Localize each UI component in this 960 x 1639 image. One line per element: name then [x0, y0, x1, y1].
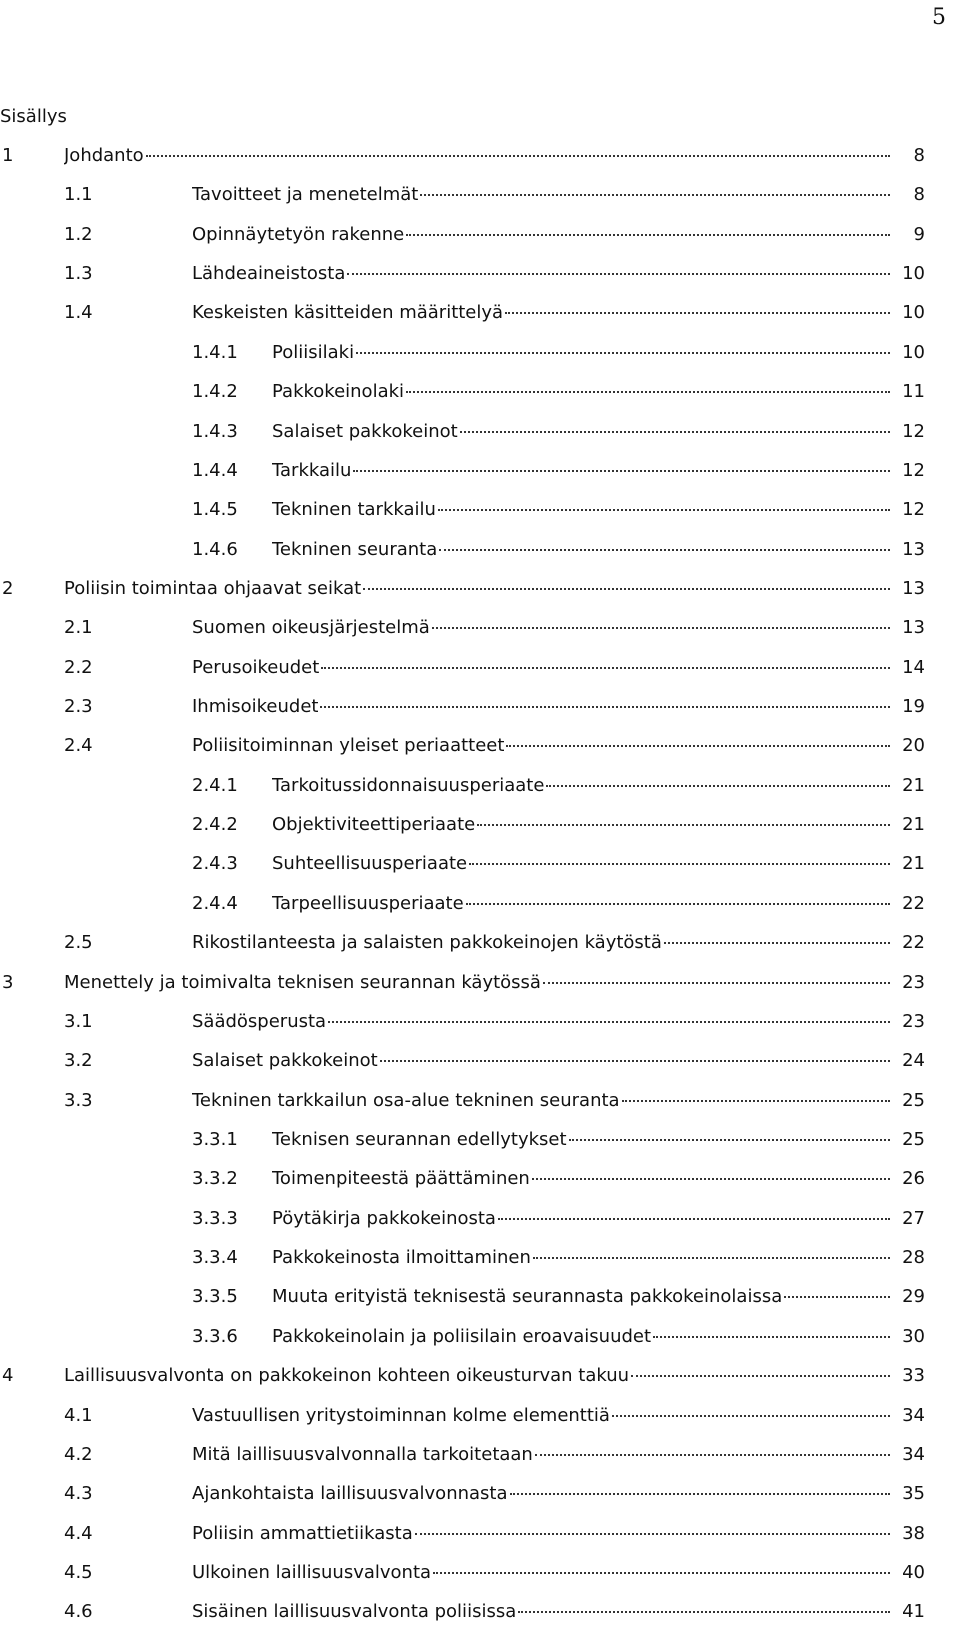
toc-entry-title: Pöytäkirja pakkokeinosta [272, 1207, 496, 1229]
toc-entry-title-wrap [192, 1009, 894, 1035]
toc-entry-title: Poliisitoiminnan yleiset periaatteet [192, 735, 505, 757]
toc-entry [0, 340, 960, 379]
toc-entry [0, 261, 960, 300]
toc-entry-number: 1 [2, 145, 14, 166]
toc-entry [0, 1599, 960, 1638]
toc-entry-number: 3.3.4 [192, 1247, 238, 1269]
toc-heading: Sisällys [0, 106, 67, 127]
toc-entry-title-wrap [272, 1166, 894, 1192]
dot-leader [420, 194, 890, 196]
toc-entry-title-wrap [272, 340, 894, 366]
toc-entry-title-wrap [272, 458, 894, 484]
toc-entry-title: Tarpeellisuusperiaate [272, 892, 464, 914]
toc-entry-page: 11 [902, 381, 925, 403]
toc-entry-title-wrap [192, 261, 894, 287]
toc-entry-title-wrap [192, 222, 894, 248]
toc-entry-title-wrap [192, 1560, 894, 1586]
toc-entry-title: Poliisin ammattietiikasta [192, 1522, 413, 1544]
toc-entry-page: 19 [902, 696, 925, 718]
dot-leader [498, 1218, 890, 1220]
toc-entry [0, 891, 960, 930]
toc-entry [0, 773, 960, 812]
toc-entry-title-wrap [64, 1363, 894, 1389]
dot-leader [415, 1533, 890, 1535]
toc-entry-number: 3.3.6 [192, 1325, 238, 1347]
toc-entry-page: 13 [902, 617, 925, 639]
toc-entry [0, 1363, 960, 1402]
toc-entry-title: Tarkoitussidonnaisuusperiaate [272, 774, 545, 796]
toc-entry [0, 143, 960, 182]
toc-entry-title: Poliisin toimintaa ohjaavat seikat [64, 577, 362, 599]
toc-entry-title-wrap [272, 891, 894, 917]
toc-entry-page: 22 [902, 892, 925, 914]
toc-entry-title: Salaiset pakkokeinot [192, 1050, 378, 1072]
toc-entry [0, 733, 960, 772]
toc-entry-page: 10 [902, 341, 925, 363]
toc-entry-title: Muuta erityistä teknisestä seurannasta pakkokeinolaissa [272, 1286, 783, 1308]
toc-entry-title-wrap [192, 1442, 894, 1468]
toc-entry-number: 4.4 [64, 1522, 93, 1544]
toc-entry [0, 1521, 960, 1560]
toc-entry-title-wrap [192, 655, 894, 681]
toc-entry-number: 1.4 [64, 302, 93, 324]
dot-leader [320, 706, 890, 708]
dot-leader [612, 1415, 890, 1417]
toc-entry [0, 655, 960, 694]
dot-leader [653, 1336, 890, 1338]
dot-leader [466, 903, 890, 905]
page-number: 5 [932, 5, 946, 30]
toc-entry-page: 14 [902, 656, 925, 678]
toc-entry-title: Perusoikeudet [192, 656, 320, 678]
dot-leader [439, 549, 890, 551]
toc-entry-page: 30 [902, 1325, 925, 1347]
toc-entry-title: Tekninen seuranta [272, 538, 438, 560]
toc-entry [0, 1324, 960, 1363]
toc-entry-number: 3.3.1 [192, 1128, 238, 1150]
toc-entry [0, 222, 960, 261]
toc-entry-number: 4.5 [64, 1561, 93, 1583]
toc-entry-number: 4.2 [64, 1443, 93, 1465]
toc-entry-title-wrap [272, 851, 894, 877]
toc-entry-page: 13 [902, 577, 925, 599]
toc-entry-title: Salaiset pakkokeinot [272, 420, 458, 442]
toc-entry-title: Johdanto [64, 145, 144, 166]
dot-leader [353, 470, 890, 472]
toc-entry [0, 182, 960, 221]
toc-entry-title: Suomen oikeusjärjestelmä [192, 617, 430, 639]
toc-entry-title: Ulkoinen laillisuusvalvonta [192, 1561, 432, 1583]
toc-entry-title: Teknisen seurannan edellytykset [272, 1128, 567, 1150]
toc-entry-number: 1.4.6 [192, 538, 238, 560]
toc-entry [0, 537, 960, 576]
toc-entry [0, 1206, 960, 1245]
toc-entry-page: 35 [902, 1483, 925, 1505]
toc-entry-page: 40 [902, 1561, 925, 1583]
toc-entry-title: Ajankohtaista laillisuusvalvonnasta [192, 1483, 508, 1505]
toc-entry [0, 1048, 960, 1087]
toc-entry-title: Tarkkailu [272, 459, 352, 481]
toc-entry [0, 1127, 960, 1166]
toc-entry-page: 12 [902, 499, 925, 521]
toc-entry-page: 21 [902, 853, 925, 875]
toc-entry-page: 22 [902, 932, 925, 954]
dot-leader [533, 1257, 890, 1259]
toc-entry-number: 1.4.4 [192, 459, 238, 481]
dot-leader [328, 1021, 890, 1023]
toc-entry [0, 615, 960, 654]
toc-entry-title: Säädösperusta [192, 1010, 327, 1032]
toc-entry-title: Vastuullisen yritystoiminnan kolme elementtiä [192, 1404, 610, 1426]
dot-leader [518, 1611, 890, 1613]
toc-entry [0, 1088, 960, 1127]
toc-entry [0, 1442, 960, 1481]
toc-entry-title-wrap [272, 1324, 894, 1350]
toc-entry-number: 3 [2, 971, 14, 993]
dot-leader [477, 824, 890, 826]
toc-entry [0, 300, 960, 339]
dot-leader [546, 785, 890, 787]
toc-entry-number: 2.4.3 [192, 853, 238, 875]
toc-entry-number: 4.6 [64, 1601, 93, 1623]
dot-leader [532, 1178, 890, 1180]
toc-entry-title-wrap [192, 930, 894, 956]
dot-leader [469, 863, 890, 865]
toc-entry-title-wrap [272, 537, 894, 563]
toc-entry-title-wrap [192, 694, 894, 720]
toc-entry [0, 930, 960, 969]
dot-leader [460, 431, 890, 433]
dot-leader [510, 1493, 890, 1495]
toc-entry-number: 2.4 [64, 735, 93, 757]
toc-entry-page: 20 [902, 735, 925, 757]
dot-leader [569, 1139, 890, 1141]
toc-entry-title: Laillisuusvalvonta on pakkokeinon kohteen oikeusturvan takuu [64, 1365, 630, 1387]
toc-entry-number: 2.4.2 [192, 814, 238, 836]
toc-entry-title-wrap [192, 182, 894, 208]
toc-entry-number: 2.3 [64, 696, 93, 718]
toc-entry-page: 8 [913, 145, 925, 166]
toc-entry [0, 458, 960, 497]
dot-leader [664, 942, 890, 944]
dot-leader [380, 1060, 890, 1062]
dot-leader [784, 1296, 890, 1298]
toc-entry-page: 25 [902, 1128, 925, 1150]
table-of-contents [0, 143, 960, 1639]
toc-entry-page: 12 [902, 459, 925, 481]
toc-entry [0, 1481, 960, 1520]
toc-entry-number: 1.4.3 [192, 420, 238, 442]
toc-entry-title-wrap [272, 812, 894, 838]
toc-entry-number: 2.4.1 [192, 774, 238, 796]
toc-entry-number: 1.2 [64, 223, 93, 245]
dot-leader [356, 352, 890, 354]
toc-entry-title-wrap [64, 576, 894, 602]
toc-entry [0, 1009, 960, 1048]
toc-entry-title-wrap [272, 1245, 894, 1271]
toc-entry-title: Pakkokeinolaki [272, 381, 405, 403]
toc-entry-title: Objektiviteettiperiaate [272, 814, 476, 836]
dot-leader [321, 667, 890, 669]
toc-entry-title: Ihmisoikeudet [192, 696, 319, 718]
dot-leader [622, 1100, 890, 1102]
toc-entry-title: Tekninen tarkkailun osa-alue tekninen seuranta [192, 1089, 620, 1111]
toc-entry-page: 27 [902, 1207, 925, 1229]
toc-entry-number: 2.4.4 [192, 892, 238, 914]
toc-entry [0, 576, 960, 615]
toc-entry-title: Menettely ja toimivalta teknisen seurannan käytössä [64, 971, 541, 993]
toc-entry-page: 26 [902, 1168, 925, 1190]
toc-entry [0, 1245, 960, 1284]
dot-leader [543, 982, 890, 984]
toc-entry-page: 25 [902, 1089, 925, 1111]
toc-entry-title-wrap [272, 1284, 894, 1310]
toc-entry-title-wrap [192, 615, 894, 641]
toc-entry [0, 1284, 960, 1323]
toc-entry-title-wrap [192, 1521, 894, 1547]
toc-entry-number: 3.1 [64, 1010, 93, 1032]
toc-entry [0, 1560, 960, 1599]
toc-entry-number: 1.4.1 [192, 341, 238, 363]
dot-leader [631, 1375, 890, 1377]
toc-entry-number: 4 [2, 1365, 14, 1387]
toc-entry-page: 38 [902, 1522, 925, 1544]
toc-entry-page: 10 [902, 302, 925, 324]
dot-leader [363, 588, 890, 590]
toc-entry-title-wrap [192, 1599, 894, 1625]
dot-leader [535, 1454, 890, 1456]
toc-entry [0, 812, 960, 851]
dot-leader [146, 155, 890, 157]
toc-entry-number: 1.3 [64, 263, 93, 285]
toc-entry-page: 13 [902, 538, 925, 560]
toc-entry-title-wrap [272, 379, 894, 405]
toc-entry-page: 29 [902, 1286, 925, 1308]
toc-entry-title: Tavoitteet ja menetelmät [192, 184, 419, 206]
toc-entry-title-wrap [64, 143, 894, 169]
toc-entry-number: 2.1 [64, 617, 93, 639]
toc-entry-page: 12 [902, 420, 925, 442]
toc-entry-title-wrap [64, 970, 894, 996]
toc-entry [0, 694, 960, 733]
toc-entry-number: 1.4.5 [192, 499, 238, 521]
toc-entry-page: 21 [902, 774, 925, 796]
dot-leader [347, 273, 890, 275]
toc-entry-title: Opinnäytetyön rakenne [192, 223, 405, 245]
toc-entry-page: 23 [902, 1010, 925, 1032]
toc-entry-title: Rikostilanteesta ja salaisten pakkokeinojen käytöstä [192, 932, 662, 954]
toc-entry-page: 28 [902, 1247, 925, 1269]
toc-entry-title-wrap [272, 497, 894, 523]
toc-entry-number: 1.1 [64, 184, 93, 206]
dot-leader [433, 1572, 890, 1574]
toc-entry-title: Toimenpiteestä päättäminen [272, 1168, 530, 1190]
toc-entry-title-wrap [192, 733, 894, 759]
toc-entry-number: 3.3.3 [192, 1207, 238, 1229]
toc-entry-page: 24 [902, 1050, 925, 1072]
toc-entry-title-wrap [272, 1127, 894, 1153]
dot-leader [432, 627, 890, 629]
toc-entry-title: Poliisilaki [272, 341, 355, 363]
toc-entry-title-wrap [192, 1481, 894, 1507]
toc-entry-title: Pakkokeinolain ja poliisilain eroavaisuudet [272, 1325, 652, 1347]
dot-leader [406, 234, 890, 236]
dot-leader [505, 312, 890, 314]
toc-entry [0, 1166, 960, 1205]
toc-entry-page: 9 [913, 223, 925, 245]
toc-entry-title: Sisäinen laillisuusvalvonta poliisissa [192, 1601, 517, 1623]
toc-entry [0, 970, 960, 1009]
toc-entry-number: 3.3.2 [192, 1168, 238, 1190]
toc-entry-number: 4.1 [64, 1404, 93, 1426]
toc-entry-title: Lähdeaineistosta [192, 263, 346, 285]
toc-entry-page: 8 [913, 184, 925, 206]
toc-entry-title-wrap [192, 1403, 894, 1429]
toc-entry-title: Suhteellisuusperiaate [272, 853, 468, 875]
dot-leader [406, 391, 890, 393]
toc-entry-title-wrap [192, 1048, 894, 1074]
toc-entry-number: 1.4.2 [192, 381, 238, 403]
dot-leader [438, 509, 890, 511]
toc-entry-number: 3.2 [64, 1050, 93, 1072]
toc-entry-number: 3.3.5 [192, 1286, 238, 1308]
toc-entry-title: Mitä laillisuusvalvonnalla tarkoitetaan [192, 1443, 533, 1465]
toc-entry-title: Keskeisten käsitteiden määrittelyä [192, 302, 504, 324]
toc-entry-page: 34 [902, 1404, 925, 1426]
toc-entry [0, 497, 960, 536]
toc-entry-page: 21 [902, 814, 925, 836]
dot-leader [506, 745, 890, 747]
toc-entry-page: 10 [902, 263, 925, 285]
toc-entry-number: 2.2 [64, 656, 93, 678]
toc-entry-title: Pakkokeinosta ilmoittaminen [272, 1247, 531, 1269]
toc-entry-page: 33 [902, 1365, 925, 1387]
toc-entry [0, 1403, 960, 1442]
toc-entry-page: 41 [902, 1601, 925, 1623]
toc-entry [0, 851, 960, 890]
toc-entry [0, 419, 960, 458]
toc-entry [0, 379, 960, 418]
toc-entry-title-wrap [272, 1206, 894, 1232]
toc-entry-title-wrap [272, 419, 894, 445]
toc-entry-title-wrap [272, 773, 894, 799]
toc-entry-number: 2 [2, 577, 14, 599]
toc-entry-number: 4.3 [64, 1483, 93, 1505]
toc-entry-title-wrap [192, 300, 894, 326]
toc-entry-page: 23 [902, 971, 925, 993]
toc-entry-title: Tekninen tarkkailu [272, 499, 436, 521]
toc-entry-number: 3.3 [64, 1089, 93, 1111]
toc-entry-title-wrap [192, 1088, 894, 1114]
toc-entry-page: 34 [902, 1443, 925, 1465]
toc-entry-number: 2.5 [64, 932, 93, 954]
